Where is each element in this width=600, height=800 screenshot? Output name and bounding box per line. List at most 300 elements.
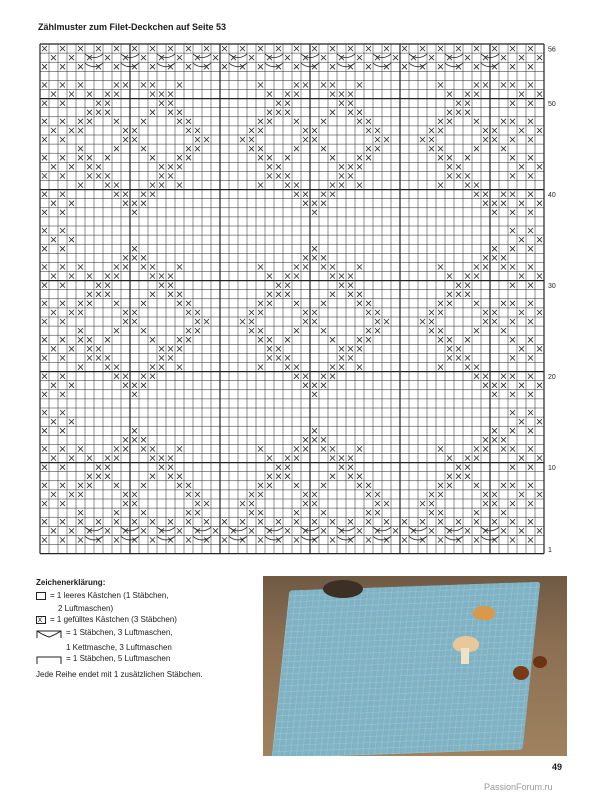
filled-cell — [294, 374, 299, 379]
filled-cell — [132, 501, 137, 506]
filled-cell — [132, 392, 137, 397]
filled-cell — [528, 246, 533, 251]
filled-cell — [168, 46, 173, 51]
filled-cell — [474, 365, 479, 370]
filled-cell — [465, 528, 470, 533]
filled-cell — [69, 528, 74, 533]
filled-cell — [285, 274, 290, 279]
filled-cell — [348, 92, 353, 97]
filled-cell — [366, 128, 371, 133]
filled-cell — [528, 101, 533, 106]
filled-cell — [159, 101, 164, 106]
filled-cell — [60, 101, 65, 106]
filled-cell — [429, 510, 434, 515]
filled-cell — [60, 374, 65, 379]
filled-cell — [438, 365, 443, 370]
filled-cell — [465, 465, 470, 470]
filled-cell — [96, 164, 101, 169]
filled-cell — [384, 46, 389, 51]
filled-cell — [42, 283, 47, 288]
filled-cell — [51, 128, 56, 133]
filled-cell — [222, 46, 227, 51]
filled-cell — [141, 192, 146, 197]
filled-cell — [312, 255, 317, 260]
filled-cell — [447, 110, 452, 115]
filled-cell — [519, 274, 524, 279]
filled-cell — [276, 101, 281, 106]
filled-cell — [312, 137, 317, 142]
filled-cell — [285, 101, 290, 106]
filled-cell — [429, 328, 434, 333]
filled-cell — [339, 346, 344, 351]
filled-cell — [123, 319, 128, 324]
filled-cell — [240, 137, 245, 142]
filled-cell — [528, 319, 533, 324]
filled-cell — [186, 510, 191, 515]
filled-cell — [456, 355, 461, 360]
filled-cell — [51, 274, 56, 279]
filled-cell — [204, 319, 209, 324]
empty-square-icon — [36, 592, 50, 603]
filled-cell — [60, 246, 65, 251]
filled-cell — [132, 310, 137, 315]
filled-cell — [510, 192, 515, 197]
filled-cell — [141, 146, 146, 151]
filled-cell — [177, 365, 182, 370]
filled-cell — [510, 410, 515, 415]
filled-cell — [312, 310, 317, 315]
filled-cell — [186, 483, 191, 488]
filled-cell — [492, 137, 497, 142]
filled-cell — [429, 319, 434, 324]
filled-cell — [177, 164, 182, 169]
filled-cell — [60, 64, 65, 69]
filled-cell — [204, 519, 209, 524]
filled-cell — [303, 264, 308, 269]
filled-cell — [159, 164, 164, 169]
filled-cell — [483, 437, 488, 442]
filled-cell — [492, 310, 497, 315]
filled-cell — [312, 492, 317, 497]
filled-cell — [474, 92, 479, 97]
filled-cell — [357, 337, 362, 342]
filled-cell — [60, 483, 65, 488]
legend-text-cont: 2 Luftmaschen) — [58, 604, 114, 613]
filled-cell — [195, 501, 200, 506]
filled-cell — [465, 101, 470, 106]
filled-cell — [141, 264, 146, 269]
filled-cell — [510, 246, 515, 251]
filled-cell — [339, 283, 344, 288]
filled-cell — [465, 456, 470, 461]
filled-cell — [330, 374, 335, 379]
filled-cell — [438, 310, 443, 315]
filled-cell — [510, 283, 515, 288]
filled-cell — [501, 264, 506, 269]
filled-cell — [420, 137, 425, 142]
filled-cell — [240, 501, 245, 506]
filled-cell — [402, 537, 407, 542]
chart-grid — [38, 40, 568, 560]
filled-cell — [249, 510, 254, 515]
filled-cell — [105, 92, 110, 97]
filled-cell — [420, 319, 425, 324]
filled-cell — [528, 355, 533, 360]
filled-cell — [96, 110, 101, 115]
filled-cell — [519, 456, 524, 461]
filled-cell — [519, 310, 524, 315]
filled-cell — [339, 355, 344, 360]
legend-text: = 1 gefülltes Kästchen (3 Stäbchen) — [50, 615, 177, 624]
filled-cell — [366, 510, 371, 515]
filled-cell — [357, 155, 362, 160]
filled-cell — [60, 228, 65, 233]
filled-cell — [456, 465, 461, 470]
filled-cell — [258, 146, 263, 151]
filled-cell — [357, 119, 362, 124]
filled-cell — [339, 274, 344, 279]
filled-cell — [51, 164, 56, 169]
filled-cell — [141, 383, 146, 388]
filled-cell — [141, 510, 146, 515]
filled-cell — [150, 446, 155, 451]
filled-cell — [114, 446, 119, 451]
filled-cell — [87, 92, 92, 97]
filled-cell — [348, 274, 353, 279]
filled-cell — [258, 365, 263, 370]
filled-cell — [465, 474, 470, 479]
filled-cell — [465, 283, 470, 288]
filled-cell — [492, 128, 497, 133]
filled-cell — [510, 301, 515, 306]
filled-cell — [528, 501, 533, 506]
filled-cell — [78, 337, 83, 342]
filled-cell — [177, 55, 182, 60]
doily-photo — [263, 576, 567, 756]
filled-cell — [312, 519, 317, 524]
page-title: Zählmuster zum Filet-Deckchen auf Seite 53 — [38, 22, 227, 32]
filled-cell — [240, 519, 245, 524]
filled-cell — [195, 128, 200, 133]
filled-cell — [60, 137, 65, 142]
filled-cell — [474, 64, 479, 69]
filled-cell — [258, 519, 263, 524]
filled-cell — [168, 274, 173, 279]
filled-cell — [249, 55, 254, 60]
filled-cell — [78, 46, 83, 51]
filled-cell — [321, 328, 326, 333]
filled-cell — [60, 283, 65, 288]
filled-cell — [492, 492, 497, 497]
filled-cell — [492, 201, 497, 206]
filled-cell — [474, 192, 479, 197]
filled-cell — [456, 173, 461, 178]
filled-cell — [60, 46, 65, 51]
filled-cell — [519, 528, 524, 533]
filled-cell — [348, 346, 353, 351]
filled-cell — [357, 55, 362, 60]
filled-cell — [78, 537, 83, 542]
filled-cell — [501, 301, 506, 306]
filled-cell — [537, 419, 542, 424]
filled-cell — [294, 328, 299, 333]
filled-cell — [474, 510, 479, 515]
filled-cell — [366, 483, 371, 488]
filled-cell — [510, 173, 515, 178]
filled-cell — [357, 365, 362, 370]
filled-cell — [375, 492, 380, 497]
filled-cell — [141, 437, 146, 442]
filled-cell — [321, 301, 326, 306]
filled-cell — [447, 119, 452, 124]
filled-cell — [258, 310, 263, 315]
filled-cell — [510, 46, 515, 51]
filled-cell — [330, 183, 335, 188]
filled-cell — [528, 210, 533, 215]
legend-item-filled — [36, 614, 266, 627]
filled-cell — [114, 483, 119, 488]
filled-cell — [366, 310, 371, 315]
filled-cell — [348, 355, 353, 360]
filled-cell — [150, 374, 155, 379]
filled-cell — [330, 446, 335, 451]
filled-cell — [42, 173, 47, 178]
filled-cell — [42, 355, 47, 360]
bowl — [323, 580, 363, 598]
filled-cell — [501, 192, 506, 197]
filled-cell — [294, 365, 299, 370]
filled-cell — [357, 292, 362, 297]
filled-cell — [483, 201, 488, 206]
filled-cell — [537, 55, 542, 60]
filled-cell — [186, 128, 191, 133]
filled-cell — [42, 519, 47, 524]
filled-cell — [186, 146, 191, 151]
filled-cell — [42, 301, 47, 306]
filled-cell — [465, 92, 470, 97]
filled-cell — [492, 428, 497, 433]
filled-cell — [501, 446, 506, 451]
filled-cell — [42, 446, 47, 451]
filled-cell — [42, 337, 47, 342]
filled-cell — [267, 92, 272, 97]
filled-cell — [249, 528, 254, 533]
filled-cell — [204, 137, 209, 142]
arch-icon — [36, 629, 66, 642]
filled-cell — [159, 355, 164, 360]
filled-cell — [321, 119, 326, 124]
filled-cell — [258, 492, 263, 497]
filled-cell — [60, 264, 65, 269]
filled-cell — [519, 492, 524, 497]
filled-cell — [510, 392, 515, 397]
filled-cell — [285, 528, 290, 533]
filled-cell — [114, 274, 119, 279]
filled-cell — [447, 355, 452, 360]
filled-cell — [483, 137, 488, 142]
filled-cell — [186, 337, 191, 342]
filled-cell — [384, 319, 389, 324]
filled-cell — [96, 465, 101, 470]
filled-cell — [537, 237, 542, 242]
filled-cell — [474, 374, 479, 379]
filled-cell — [258, 155, 263, 160]
filled-cell — [141, 201, 146, 206]
filled-cell — [123, 192, 128, 197]
filled-cell — [249, 501, 254, 506]
filled-cell — [69, 237, 74, 242]
filled-cell — [69, 128, 74, 133]
filled-cell — [483, 310, 488, 315]
filled-cell — [339, 173, 344, 178]
filled-cell — [51, 528, 56, 533]
filled-cell — [105, 173, 110, 178]
filled-cell — [222, 519, 227, 524]
filled-cell — [42, 374, 47, 379]
filled-cell — [510, 465, 515, 470]
legend-text: = 1 Stäbchen, 5 Luftmaschen — [66, 654, 171, 663]
filled-cell — [456, 101, 461, 106]
filled-cell — [150, 474, 155, 479]
filled-cell — [168, 465, 173, 470]
filled-cell — [96, 173, 101, 178]
filled-cell — [186, 155, 191, 160]
filled-cell — [483, 492, 488, 497]
filled-cell — [312, 437, 317, 442]
filled-cell — [474, 483, 479, 488]
filled-cell — [510, 137, 515, 142]
filled-cell — [429, 146, 434, 151]
filled-cell — [492, 210, 497, 215]
filled-cell — [123, 201, 128, 206]
legend — [36, 577, 266, 680]
filled-cell — [204, 46, 209, 51]
filled-cell — [375, 501, 380, 506]
filled-cell — [69, 201, 74, 206]
filled-cell — [294, 183, 299, 188]
filled-cell — [276, 46, 281, 51]
filled-cell — [438, 519, 443, 524]
filled-cell — [474, 456, 479, 461]
filled-cell — [474, 46, 479, 51]
filled-cell — [78, 264, 83, 269]
filled-cell — [258, 119, 263, 124]
filled-cell — [249, 319, 254, 324]
filled-cell — [96, 292, 101, 297]
filled-cell — [60, 210, 65, 215]
filled-cell — [150, 155, 155, 160]
filled-cell — [60, 410, 65, 415]
filled-cell — [294, 92, 299, 97]
filled-cell — [420, 519, 425, 524]
legend-heading: Zeichenerklärung: — [36, 578, 106, 587]
filled-cell — [438, 64, 443, 69]
filled-cell — [267, 164, 272, 169]
filled-cell — [510, 264, 515, 269]
filled-cell — [528, 192, 533, 197]
filled-cell — [330, 46, 335, 51]
filled-cell — [330, 64, 335, 69]
filled-cell — [114, 192, 119, 197]
filled-cell — [510, 501, 515, 506]
filled-cell — [357, 483, 362, 488]
filled-cell — [528, 465, 533, 470]
filled-cell — [258, 337, 263, 342]
filled-cell — [528, 519, 533, 524]
filled-cell — [177, 264, 182, 269]
filled-cell — [60, 337, 65, 342]
filled-cell — [114, 301, 119, 306]
filled-cell — [348, 46, 353, 51]
filled-cell — [348, 283, 353, 288]
filled-cell — [132, 437, 137, 442]
filled-cell — [321, 446, 326, 451]
filled-cell — [123, 82, 128, 87]
filled-cell — [393, 528, 398, 533]
filled-cell — [132, 383, 137, 388]
filled-cell — [321, 146, 326, 151]
filled-cell — [537, 346, 542, 351]
filled-cell — [483, 446, 488, 451]
filled-cell — [510, 355, 515, 360]
filled-cell — [105, 474, 110, 479]
filled-cell — [474, 119, 479, 124]
filled-cell — [276, 355, 281, 360]
filled-cell — [312, 246, 317, 251]
filled-cell — [312, 319, 317, 324]
filled-cell — [348, 474, 353, 479]
filled-cell — [294, 537, 299, 542]
filled-cell — [537, 164, 542, 169]
filled-cell — [537, 456, 542, 461]
filled-cell — [87, 301, 92, 306]
filled-cell — [330, 456, 335, 461]
filled-cell — [177, 110, 182, 115]
filled-cell — [114, 92, 119, 97]
filled-cell — [303, 82, 308, 87]
filled-cell — [132, 210, 137, 215]
filled-cell — [123, 437, 128, 442]
filled-cell — [510, 82, 515, 87]
filled-cell — [168, 519, 173, 524]
filled-cell — [294, 274, 299, 279]
filled-cell — [312, 501, 317, 506]
filled-cell — [105, 183, 110, 188]
filled-cell — [177, 292, 182, 297]
filled-cell — [501, 528, 506, 533]
filled-cell — [42, 192, 47, 197]
filled-cell — [42, 465, 47, 470]
filled-cell — [78, 183, 83, 188]
filled-cell — [132, 201, 137, 206]
filled-cell — [105, 110, 110, 115]
filled-cell — [42, 392, 47, 397]
filled-cell — [384, 519, 389, 524]
filled-cell — [249, 310, 254, 315]
filled-cell — [42, 82, 47, 87]
filled-cell — [294, 46, 299, 51]
filled-cell — [321, 55, 326, 60]
filled-cell — [528, 46, 533, 51]
filled-cell — [492, 46, 497, 51]
filled-cell — [528, 119, 533, 124]
filled-cell — [312, 210, 317, 215]
filled-cell — [132, 246, 137, 251]
filled-cell — [330, 82, 335, 87]
filled-cell — [78, 82, 83, 87]
filled-cell — [150, 110, 155, 115]
filled-cell — [447, 337, 452, 342]
